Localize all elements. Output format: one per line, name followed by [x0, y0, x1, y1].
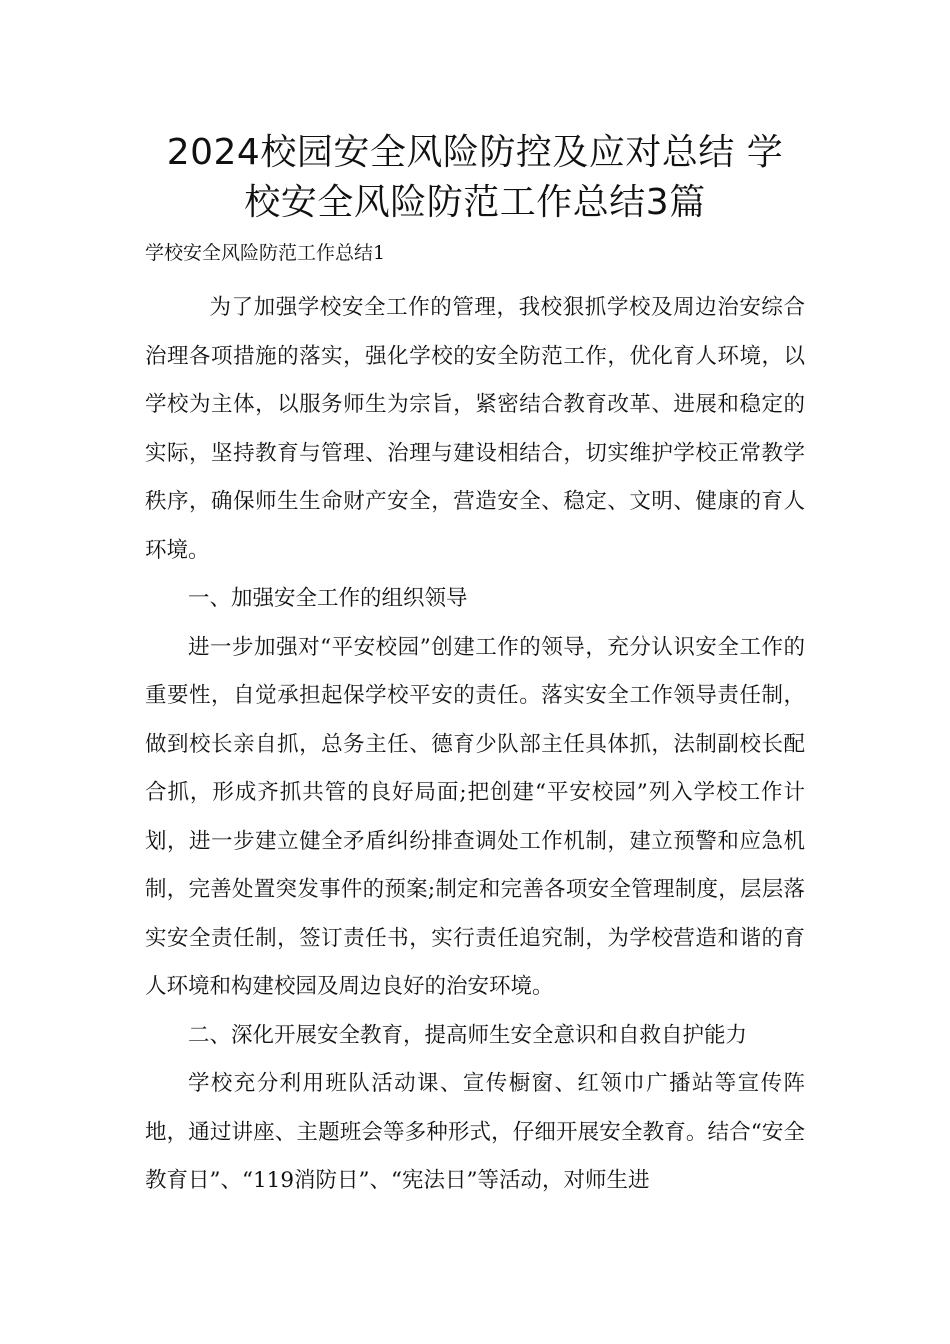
title-line-1: 2024校园安全风险防控及应对总结 学	[166, 132, 784, 173]
document-title	[120, 128, 830, 228]
heading-section-1: 一、加强安全工作的组织领导	[188, 586, 468, 611]
title-line-2: 校安全风险防范工作总结3篇	[244, 182, 706, 223]
document-body	[145, 284, 805, 1206]
paragraph-intro: 为了加强学校安全工作的管理，我校狠抓学校及周边治安综合治理各项措施的落实，强化学校的安全防范工作，优化育人环境，以学校为主体，以服务师生为宗旨，紧密结合教育改革、进展和稳定的实际，坚持教育与管理、治理与建设相结合，切实维护学校正常教学秩序，确保师生生命财产安全，营造安全、稳定、文明、健康的育人环境。	[145, 295, 805, 563]
section-subheading: 学校安全风险防范工作总结1	[145, 242, 386, 264]
paragraph-section-1: 进一步加强对“平安校园”创建工作的领导，充分认识安全工作的重要性，自觉承担起保学校平安的责任。落实安全工作领导责任制，做到校长亲自抓，总务主任、德育少队部主任具体抓，法制副校长配合抓，形成齐抓共管的良好局面;把创建“平安校园”列入学校工作计划，进一步建立健全矛盾纠纷排查调处工作机制，建立预警和应急机制，完善处置突发事件的预案;制定和完善各项安全管理制度，层层落实安全责任制，签订责任书，实行责任追究制，为学校营造和谐的育人环境和构建校园及周边良好的治安环境。	[145, 634, 805, 999]
heading-section-2: 二、深化开展安全教育，提高师生安全意识和自救自护能力	[188, 1022, 748, 1048]
paragraph-section-2: 学校充分利用班队活动课、宣传橱窗、红领巾广播站等宣传阵地，通过讲座、主题班会等多种形式，仔细开展安全教育。结合“安全教育日”、“119消防日”、“宪法日”等活动，对师生进	[145, 1071, 805, 1193]
